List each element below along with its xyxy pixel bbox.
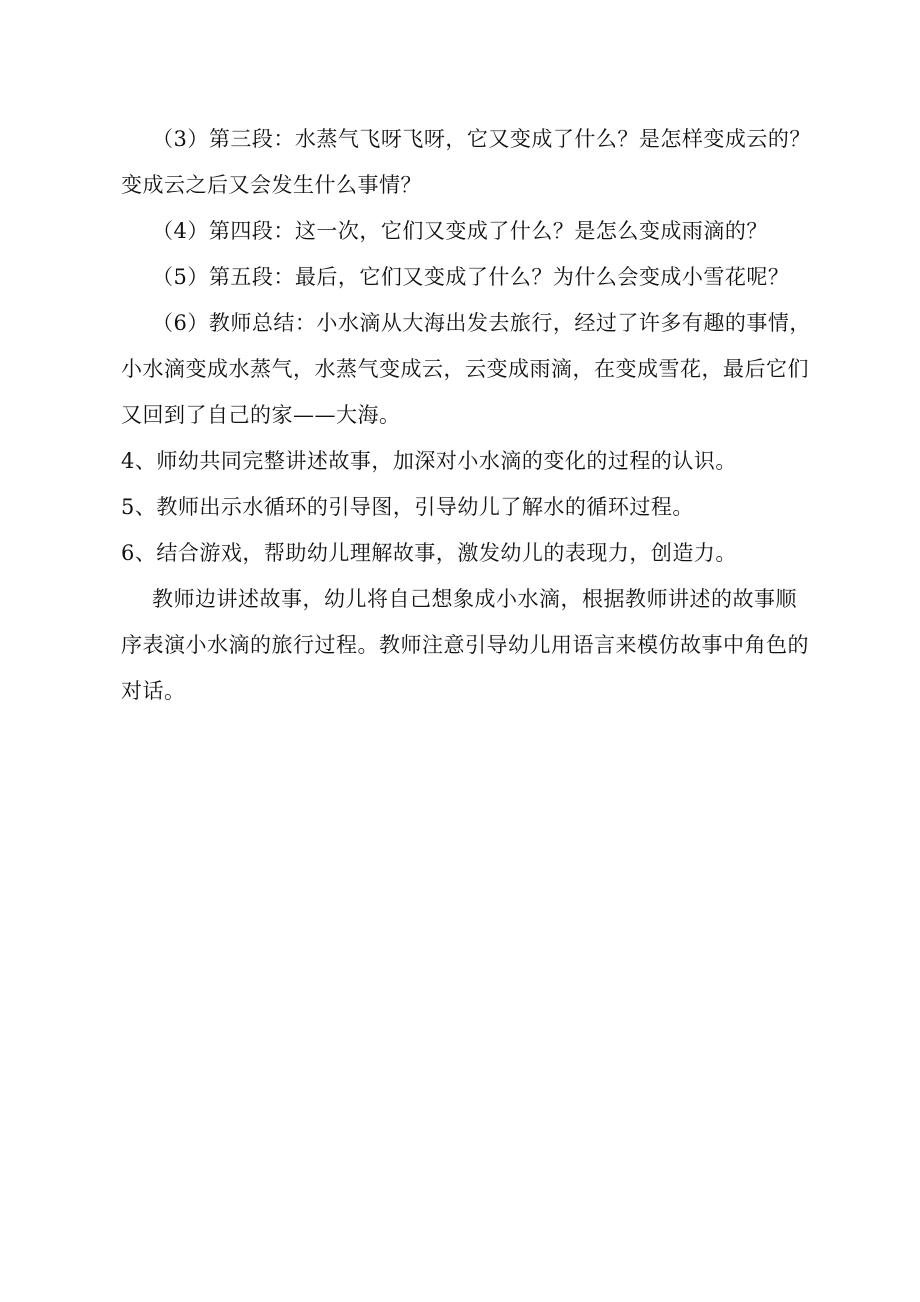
list-item-step-4: 4、师幼共同完整讲述故事，加深对小水滴的变化的过程的认识。 [121,449,737,473]
paragraph-section-3: （3）第三段：水蒸气飞呀飞呀，它又变成了什么？是怎样变成云的？变成云之后又会发生什么事情？ [121,127,811,197]
paragraph-section-4: （4）第四段：这一次，它们又变成了什么？是怎么变成雨滴的？ [152,219,768,243]
paragraph-teacher-summary: （6）教师总结：小水滴从大海出发去旅行，经过了许多有趣的事情，小水滴变成水蒸气，水蒸气变成云，云变成雨滴，在变成雪花，最后它们又回到了自己的家——大海。 [121,311,811,427]
list-item-step-6: 6、结合游戏，帮助幼儿理解故事，激发幼儿的表现力，创造力。 [121,541,737,565]
paragraph-play-activity: 教师边讲述故事，幼儿将自己想象成小水滴，根据教师讲述的故事顺序表演小水滴的旅行过程。教师注意引导幼儿用语言来模仿故事中角色的对话。 [121,587,809,703]
paragraph-section-5: （5）第五段：最后，它们又变成了什么？为什么会变成小雪花呢？ [152,265,790,289]
list-item-step-5: 5、教师出示水循环的引导图，引导幼儿了解水的循环过程。 [121,495,694,519]
document-body [121,116,811,714]
